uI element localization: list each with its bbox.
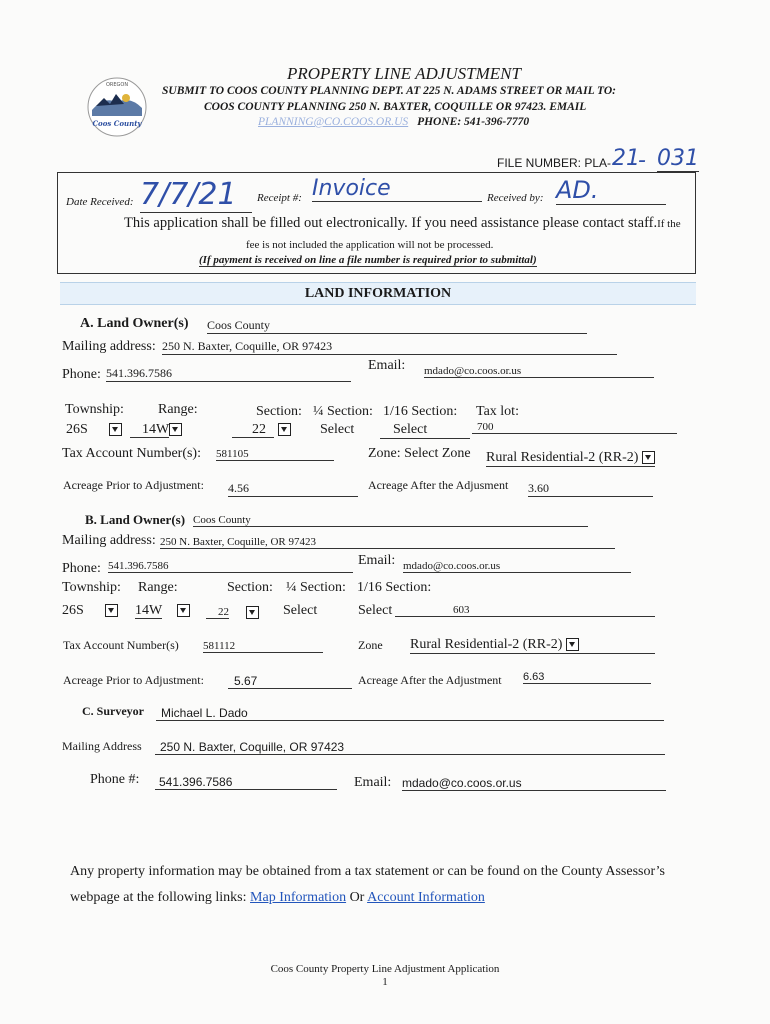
received-by-label: Received by: (487, 192, 544, 204)
notice-line-1: This application shall be filled out electronically. If you need assistance please contact staff. (124, 215, 658, 231)
range-label: Range: (158, 402, 198, 417)
header-phone: PHONE: 541-396-7770 (417, 116, 530, 128)
owner-b-range-label: Range: (138, 580, 178, 595)
owner-b-label: B. Land Owner(s) (85, 512, 186, 527)
owner-a-tax-account-label: Tax Account Number(s): (62, 446, 201, 461)
receipt-number-value: Invoice (312, 176, 482, 202)
owner-b-tax-account-label: Tax Account Number(s) (63, 638, 179, 652)
planning-email-link[interactable]: PLANNING@CO.COOS.OR.US (258, 116, 409, 128)
owner-a-name-field[interactable]: Coos County (207, 318, 587, 334)
owner-a-section-select[interactable]: 22 (232, 422, 291, 438)
owner-a-sixteenth-select[interactable]: Select (380, 422, 470, 439)
info-line-2: webpage at the following links: (70, 890, 247, 905)
received-by-value: AD. (556, 176, 666, 205)
file-number-year: 21 (612, 146, 640, 171)
owner-a-acreage-after-label: Acreage After the Adjusment (368, 478, 509, 492)
owner-b-sixteenth-select[interactable]: Select (358, 603, 393, 618)
surveyor-phone-field[interactable]: 541.396.7586 (155, 775, 337, 790)
chevron-down-icon[interactable] (278, 423, 291, 436)
tax-lot-label: Tax lot: (476, 404, 519, 419)
chevron-down-icon[interactable] (177, 604, 190, 617)
svg-text:Coos County: Coos County (92, 119, 142, 128)
chevron-down-icon[interactable] (642, 451, 655, 464)
owner-a-zone-select[interactable]: Rural Residential-2 (RR-2) (486, 450, 655, 467)
owner-b-mailing-label: Mailing address: (62, 533, 156, 548)
owner-a-phone-field[interactable]: 541.396.7586 (106, 366, 351, 382)
surveyor-email-label: Email: (354, 775, 392, 790)
owner-b-range-select[interactable]: 14W (135, 603, 190, 619)
header-line-2: COOS COUNTY PLANNING 250 N. BAXTER, COQUILLE OR 97423. EMAIL (204, 101, 587, 113)
owner-b-acreage-after-field[interactable]: 6.63 (523, 671, 651, 684)
owner-b-township-label: Township: (62, 580, 121, 595)
section-label: Section: (256, 404, 302, 419)
surveyor-name-field[interactable]: Michael L. Dado (156, 706, 664, 721)
owner-a-acreage-prior-field[interactable]: 4.56 (228, 481, 358, 497)
owner-b-email-field[interactable]: mdado@co.coos.or.us (403, 560, 631, 573)
land-information-header: LAND INFORMATION (60, 282, 696, 305)
owner-b-acreage-prior-field[interactable]: 5.67 (228, 674, 352, 689)
owner-a-acreage-after-field[interactable]: 3.60 (528, 481, 653, 497)
owner-b-mailing-field[interactable]: 250 N. Baxter, Coquille, OR 97423 (160, 536, 615, 549)
owner-b-name-field[interactable]: Coos County (193, 514, 588, 527)
owner-b-phone-label: Phone: (62, 561, 101, 576)
sixteenth-section-label: 1/16 Section: (383, 404, 458, 419)
owner-a-email-field[interactable]: mdado@co.coos.or.us (424, 365, 654, 378)
surveyor-mailing-field[interactable]: 250 N. Baxter, Coquille, OR 97423 (155, 740, 665, 755)
owner-b-tax-lot-field[interactable]: 603 (395, 604, 655, 617)
surveyor-email-field[interactable]: mdado@co.coos.or.us (402, 776, 666, 791)
surveyor-phone-label: Phone #: (90, 772, 140, 787)
notice-line-1b: If the (657, 218, 681, 230)
chevron-down-icon[interactable] (109, 423, 122, 436)
date-received-value: 7/7/21 (140, 178, 252, 213)
date-received-label: Date Received: (66, 196, 134, 208)
page-number: 1 (382, 976, 388, 988)
owner-b-section-label: Section: (227, 580, 273, 595)
quarter-section-label: ¼ Section: (313, 404, 373, 419)
chevron-down-icon[interactable] (246, 606, 259, 619)
owner-b-acreage-prior-label: Acreage Prior to Adjustment: (63, 673, 204, 687)
owner-a-township-select[interactable]: 26S (66, 422, 122, 438)
owner-a-mailing-field[interactable]: 250 N. Baxter, Coquille, OR 97423 (162, 339, 617, 355)
surveyor-mailing-label: Mailing Address (62, 739, 142, 753)
file-number-value: 031 (657, 146, 699, 171)
owner-b-section-select[interactable]: 22 (206, 606, 259, 619)
owner-a-zone-label: Zone: Select Zone (368, 446, 471, 461)
chevron-down-icon[interactable] (566, 638, 579, 651)
owner-a-mailing-label: Mailing address: (62, 339, 156, 354)
footer-title: Coos County Property Line Adjustment Application (270, 963, 500, 975)
info-or: Or (349, 890, 365, 905)
surveyor-label: C. Surveyor (82, 704, 144, 718)
township-label: Township: (65, 402, 124, 417)
owner-b-acreage-after-label: Acreage After the Adjustment (358, 673, 502, 687)
owner-a-tax-lot-field[interactable]: 700 (472, 421, 677, 434)
owner-b-tax-account-field[interactable]: 581112 (203, 640, 323, 653)
owner-b-email-label: Email: (358, 553, 396, 568)
file-number-label: FILE NUMBER: PLA- (497, 156, 612, 170)
notice-line-2: fee is not included the application will not be processed. (246, 239, 494, 251)
form-title: PROPERTY LINE ADJUSTMENT (287, 64, 521, 83)
owner-a-phone-label: Phone: (62, 367, 101, 382)
owner-a-range-select[interactable]: 14W (130, 422, 182, 438)
owner-a-quarter-select[interactable]: Select (320, 422, 355, 437)
svg-text:OREGON: OREGON (105, 82, 129, 88)
chevron-down-icon[interactable] (169, 423, 182, 436)
owner-b-quarter-label: ¼ Section: (286, 580, 346, 595)
owner-b-zone-label: Zone (358, 638, 383, 652)
header-line-1: SUBMIT TO COOS COUNTY PLANNING DEPT. AT 225 N. ADAMS STREET OR MAIL TO: (162, 85, 616, 97)
owner-b-sixteenth-label: 1/16 Section: (357, 580, 432, 595)
owner-b-quarter-select[interactable]: Select (283, 603, 318, 618)
notice-line-3: (If payment is received on line a file number is required prior to submittal) (199, 254, 537, 266)
map-information-link[interactable]: Map Information (250, 890, 347, 905)
owner-b-phone-field[interactable]: 541.396.7586 (108, 560, 353, 573)
owner-b-zone-select[interactable]: Rural Residential-2 (RR-2) (410, 637, 655, 654)
chevron-down-icon[interactable] (105, 604, 118, 617)
owner-a-tax-account-field[interactable]: 581105 (216, 448, 334, 461)
account-information-link[interactable]: Account Information (367, 890, 485, 905)
owner-a-acreage-prior-label: Acreage Prior to Adjustment: (63, 478, 204, 492)
owner-a-email-label: Email: (368, 358, 406, 373)
county-seal-logo (86, 76, 148, 138)
owner-b-township-select[interactable]: 26S (62, 603, 118, 619)
receipt-number-label: Receipt #: (257, 192, 302, 204)
info-line-1: Any property information may be obtained from a tax statement or can be found on the County Assessor’s (70, 864, 665, 879)
owner-a-label: A. Land Owner(s) (80, 316, 189, 331)
